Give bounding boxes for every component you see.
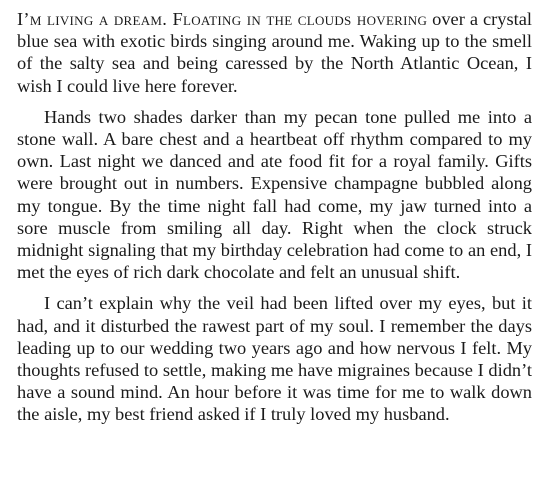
paragraph-1-text: over a crystal blue sea with exotic birds singing around me. Waking up to the smell of the salty sea and being caressed by the North Atlantic Ocean, I wish I could live here forever. [17, 9, 533, 96]
paragraph-2: Hands two shades darker than my pecan tone pulled me into a stone wall. A bare chest and a heartbeat off rhythm compared to my own. Last night we danced and ate food fit for a royal family. Gifts were brought out in numbers. Expensive champagne bubbled along my tongue. By the time night fall had come, my jaw turned into a sore muscle from smiling all day. Right when the clock struck midnight signaling that my birthday celebration had come to an end, I met the eyes of rich dark chocolate and felt an unusual shift. [17, 106, 532, 283]
paragraph-1 [17, 8, 532, 97]
paragraph-3: I can’t explain why the veil had been lifted over my eyes, but it had, and it disturbed the rawest part of my soul. I remember the days leading up to our wedding two years ago and how nervous I felt. My thoughts refused to settle, making me have migraines because I didn’t have a sound mind. An hour before it was time for me to walk down the aisle, my best friend asked if I truly loved my husband. [17, 293, 532, 425]
small-caps-opening: I’m living a dream. Floating in the clouds hovering [17, 9, 428, 29]
